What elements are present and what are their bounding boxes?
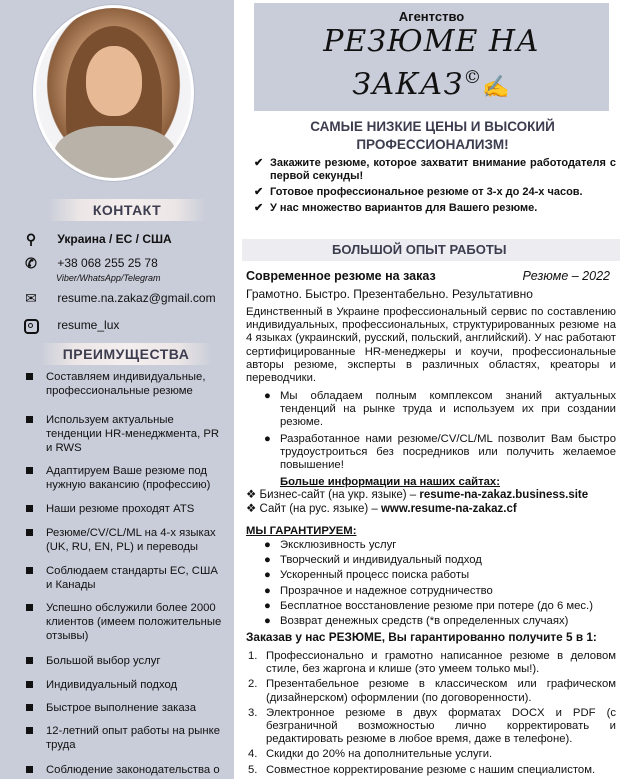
- advantage-item: Соблюдение законодательства о: [26, 763, 226, 777]
- dot-bullet-icon: ●: [264, 432, 271, 445]
- square-bullet-icon: [26, 604, 33, 611]
- pen-icon: ✍: [482, 75, 511, 100]
- email-link[interactable]: resume.na.zakaz@gmail.com: [57, 290, 216, 305]
- check-item: ✔ У нас множество вариантов для Вашего резюме.: [254, 202, 538, 214]
- instagram-icon: [22, 317, 40, 334]
- order-item: 1. Профессионально и грамотно написанное резюме в деловом стиле, без жаргона и клише (это умеем только мы!).: [248, 650, 616, 676]
- site2-link[interactable]: www.resume-na-zakaz.cf: [380, 503, 517, 515]
- guarantee-item: ● Бесплатное восстановление резюме при потере (до 6 мес.): [264, 599, 593, 612]
- square-bullet-icon: [26, 567, 33, 574]
- dot-bullet-icon: ●: [264, 569, 271, 582]
- contact-title: КОНТАКТ: [48, 199, 206, 221]
- guarantee-title: МЫ ГАРАНТИРУЕМ:: [246, 525, 357, 537]
- order-item: 2. Презентабельное резюме в классическом или графическом (дизайнерском) оформлении (по договоренности).: [248, 678, 616, 704]
- advantage-item: Быстрое выполнение заказа: [26, 701, 226, 715]
- location-row: [22, 231, 172, 248]
- advantage-item: Индивидуальный подход: [26, 678, 226, 692]
- modern-header: [246, 270, 616, 284]
- check-icon: ✔: [254, 186, 264, 198]
- order-item: 4. Скидки до 20% на дополнительные услуги.: [248, 748, 493, 761]
- dot-bullet-icon: ●: [264, 390, 271, 402]
- resume-year: Резюме – 2022: [522, 269, 610, 283]
- check-item: ✔ Готовое профессиональное резюме от 3-х до 24-х часов.: [254, 186, 583, 198]
- square-bullet-icon: [26, 657, 33, 664]
- advantage-item: Резюме/CV/CL/ML на 4-х языках (UK, RU, EN, PL) и переводы: [26, 526, 226, 554]
- order-item: 5. Совместное корректирование резюме с нашим специалистом.: [248, 763, 596, 776]
- mail-icon: ✉: [25, 290, 37, 306]
- advantage-item: Используем актуальные тенденции HR-менеджмента, PR и RWS: [26, 413, 226, 455]
- guarantee-list: [246, 539, 616, 628]
- phone-row: [22, 255, 158, 272]
- square-bullet-icon: [26, 467, 33, 474]
- advantage-item: Соблюдаем стандарты ЕС, США и Канады: [26, 564, 226, 592]
- square-bullet-icon: [26, 416, 33, 423]
- tagline: САМЫЕ НИЗКИЕ ЦЕНЫ И ВЫСОКИЙ ПРОФЕССИОНАЛИЗМ!: [310, 119, 555, 152]
- site2-row: [246, 503, 616, 516]
- square-bullet-icon: [26, 766, 33, 773]
- guarantee-item: ● Возврат денежных средств (*в определенных случаях): [264, 615, 569, 628]
- instagram-handle[interactable]: resume_lux: [57, 317, 120, 332]
- phone-note: Viber/WhatsApp/Telegram: [56, 273, 161, 283]
- copyright-mark: ©: [463, 67, 483, 88]
- photo-face: [86, 46, 142, 116]
- photo-body: [54, 126, 176, 181]
- phone-icon: ✆: [25, 255, 37, 271]
- advantage-item: 12-летний опыт работы на рынке труда: [26, 724, 226, 752]
- check-item: ✔ Закажите резюме, которое захватит внимание работодателя с первой секунды!: [254, 157, 616, 182]
- location-text: Украина / ЕС / США: [57, 231, 172, 246]
- modern-subtitle: Грамотно. Быстро. Презентабельно. Результативно: [246, 287, 533, 301]
- site2-label: Сайт (на рус. языке) –: [259, 503, 381, 515]
- guarantee-item: ● Прозрачное и надежное сотрудничество: [264, 584, 493, 597]
- bullet-item: ● Разработанное нами резюме/CV/CL/ML позволит Вам быстро трудоустроиться без посредников или получить желаемое повышение!: [264, 432, 616, 472]
- sidebar: [0, 0, 234, 779]
- square-bullet-icon: [26, 704, 33, 711]
- sites-title: Больше информации на наших сайтах:: [280, 476, 500, 488]
- dot-bullet-icon: ●: [264, 584, 271, 597]
- email-row: [22, 290, 216, 307]
- instagram-row: [22, 317, 119, 334]
- checklist: [252, 157, 616, 218]
- advantages-title: ПРЕИМУЩЕСТВА: [40, 343, 212, 365]
- diamond-bullet-icon: ❖: [246, 503, 257, 515]
- check-icon: ✔: [254, 157, 264, 169]
- dot-bullet-icon: ●: [264, 539, 271, 551]
- site1-label: Бизнес-сайт (на укр. языке) –: [259, 489, 420, 501]
- order-item: 3. Электронное резюме в двух форматах DOCX и PDF (с безграничной возможностью лично корректировать и редактировать резюме в любое время, даже в телефоне).: [248, 706, 616, 746]
- square-bullet-icon: [26, 681, 33, 688]
- profile-photo: [33, 5, 194, 181]
- experience-title: БОЛЬШОЙ ОПЫТ РАБОТЫ: [242, 239, 620, 261]
- check-icon: ✔: [254, 202, 264, 214]
- guarantee-item: ● Творческий и индивидуальный подход: [264, 554, 482, 567]
- square-bullet-icon: [26, 529, 33, 536]
- dot-bullet-icon: ●: [264, 554, 271, 567]
- guarantee-item: ● Ускоренный процесс поиска работы: [264, 569, 470, 582]
- order-list: [246, 650, 616, 777]
- phone-number[interactable]: +38 068 255 25 78: [57, 255, 158, 270]
- guarantee-item: ● Эксклюзивность услуг: [264, 539, 397, 551]
- square-bullet-icon: [26, 373, 33, 380]
- modern-bullets: [246, 390, 616, 472]
- square-bullet-icon: [26, 505, 33, 512]
- location-pin-icon: ⚲: [25, 231, 37, 247]
- agency-banner: [254, 3, 609, 111]
- site1-row: [246, 489, 616, 502]
- modern-intro: Единственный в Украине профессиональный сервис по составлению индивидуальных, профессиональных, структурированных резюме на 4 языках (украинский, русский, польский, английский). У нас работают сертифицированные HR-менеджеры и коучи, профессиональные авторы резюме, эксперты в различных областях, креаторы и переводчики.: [246, 306, 616, 385]
- modern-title: Современное резюме на заказ: [246, 269, 436, 283]
- diamond-bullet-icon: ❖: [246, 489, 257, 501]
- site1-link[interactable]: resume-na-zakaz.business.site: [419, 489, 589, 501]
- advantage-item: Составляем индивидуальные, профессиональные резюме: [26, 370, 226, 398]
- advantage-item: Адаптируем Ваше резюме под нужную вакансию (профессию): [26, 464, 226, 492]
- square-bullet-icon: [26, 727, 33, 734]
- banner-agency-label: Агентство: [398, 9, 465, 24]
- dot-bullet-icon: ●: [264, 615, 271, 628]
- banner-title-line1: РЕЗЮМЕ НА: [323, 24, 540, 59]
- advantage-item: Большой выбор услуг: [26, 654, 226, 668]
- order-title: Заказав у нас РЕЗЮМЕ, Вы гарантированно получите 5 в 1:: [246, 630, 597, 644]
- bullet-item: ● Мы обладаем полным комплексом знаний актуальных тенденций на рынке труда и используем их при создании резюме.: [264, 390, 616, 429]
- dot-bullet-icon: ●: [264, 599, 271, 612]
- advantage-item: Успешно обслужили более 2000 клиентов (имеем положительные отзывы): [26, 601, 226, 643]
- advantage-item: Наши резюме проходят ATS: [26, 502, 226, 516]
- banner-title-line2: ЗАКАЗ©✍: [352, 67, 511, 102]
